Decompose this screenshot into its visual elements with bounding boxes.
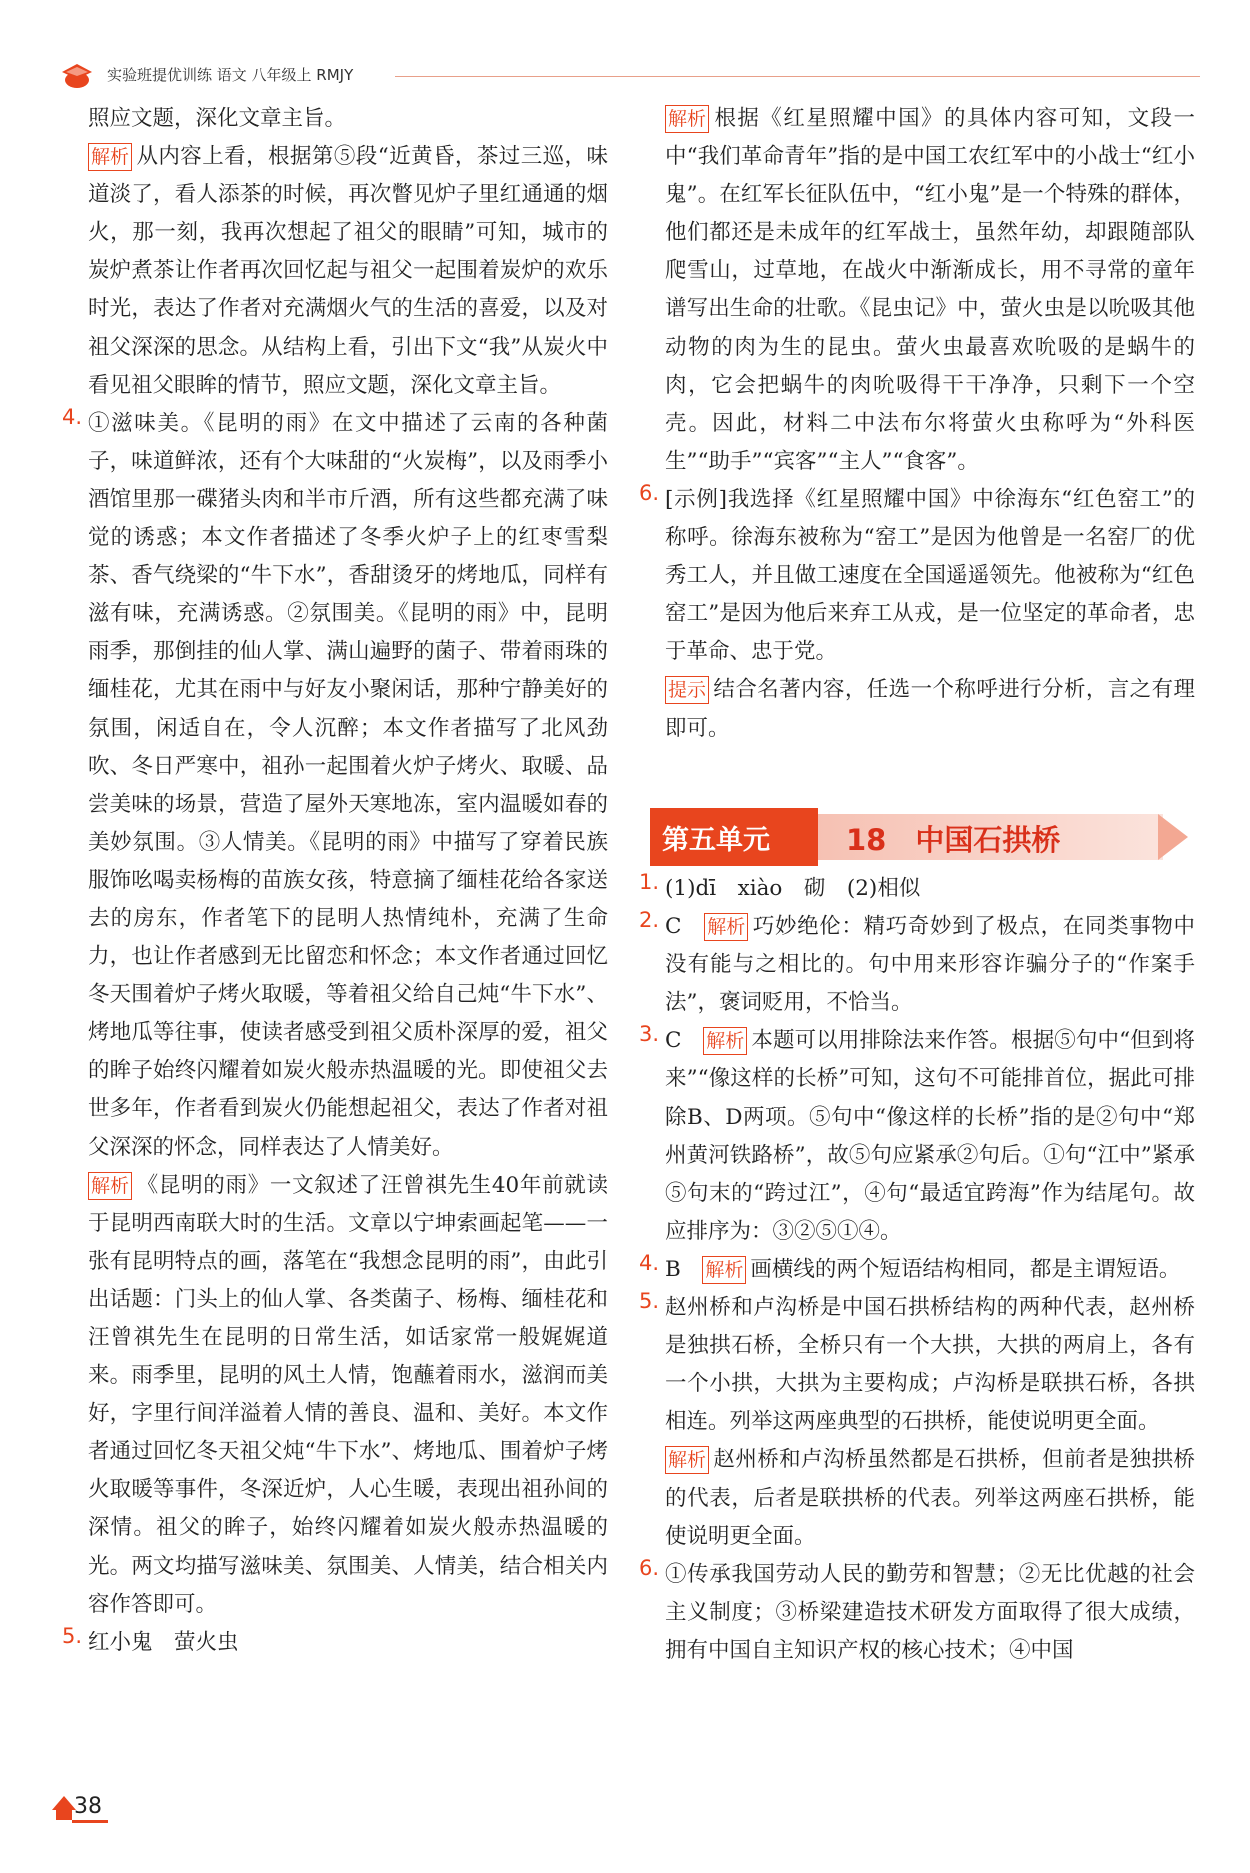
answer-text: 赵州桥和卢沟桥是中国石拱桥结构的两种代表，赵州桥是独拱石桥，全桥只有一个大拱，大拱的两肩上，各有一个小拱，大拱为主要构成；卢沟桥是联拱石桥，各拱相连。列举这两座典型的石拱桥，能使说明更全面。 bbox=[665, 1295, 1195, 1435]
page-number-underline bbox=[72, 1820, 108, 1823]
analysis-tag: 解析 bbox=[665, 105, 709, 133]
analysis-paragraph bbox=[88, 138, 608, 405]
item-number: 2. bbox=[639, 908, 660, 933]
graduation-cap-icon bbox=[60, 60, 94, 90]
analysis-text: 从内容上看，根据第⑤段“近黄昏，茶过三巡，味道淡了，看人添茶的时候，再次瞥见炉子里红通通的烟火，那一刻，我再次想起了祖父的眼睛”可知，城市的炭炉煮茶让作者再次回忆起与祖父一起围着炭炉的欢乐时光，表达了作者对充满烟火气的生活的喜爱，以及对祖父深深的思念。从结构上看，引出下文“我”从炭火中看见祖父眼眸的情节，照应文题，深化文章主旨。 bbox=[88, 144, 608, 398]
analysis-text: 画横线的两个短语结构相同，都是主谓短语。 bbox=[750, 1256, 1181, 1282]
hint-tag: 提示 bbox=[665, 676, 709, 704]
answer-item-4 bbox=[62, 404, 608, 1167]
analysis-tag: 解析 bbox=[703, 1027, 747, 1055]
analysis-text: 巧妙绝伦：精巧奇妙到了极点，在同类事物中没有能与之相比的。句中用来形容诈骗分子的“作案手法”，褒词贬用，不恰当。 bbox=[665, 914, 1195, 1016]
unit-label-box bbox=[650, 808, 818, 866]
answer-text bbox=[665, 1251, 1195, 1289]
unit-label: 第五单元 bbox=[662, 825, 770, 856]
analysis-tag: 解析 bbox=[88, 143, 132, 171]
answer-text bbox=[665, 908, 1195, 1022]
header-title: 实验班提优训练 语文 八年级上 RMJY bbox=[107, 66, 354, 84]
analysis-tag: 解析 bbox=[704, 913, 748, 941]
answer-text: ①传承我国劳动人民的勤劳和智慧；②无比优越的社会主义制度；③桥梁建造技术研发方面取得了很大成绩，拥有中国自主知识产权的核心技术；④中国 bbox=[665, 1561, 1195, 1663]
right-column-top bbox=[639, 100, 1195, 748]
right-column-bottom bbox=[639, 870, 1195, 1670]
paragraph: 照应文题，深化文章主旨。 bbox=[88, 106, 347, 131]
hint-text: 结合名著内容，任选一个称呼进行分析，言之有理即可。 bbox=[665, 677, 1195, 741]
answer-item-5b bbox=[639, 1289, 1195, 1441]
answer-choice: B bbox=[665, 1256, 681, 1282]
page-number-text: 38 bbox=[74, 1794, 102, 1819]
item-number: 6. bbox=[639, 1555, 660, 1580]
header-rule bbox=[395, 76, 1200, 77]
page-header bbox=[50, 56, 1200, 96]
hint-paragraph bbox=[665, 671, 1195, 747]
item-number: 4. bbox=[62, 404, 83, 429]
lesson-title: 18 中国石拱桥 bbox=[846, 823, 1061, 857]
analysis-paragraph bbox=[665, 1441, 1195, 1555]
analysis-tag: 解析 bbox=[88, 1172, 132, 1200]
item-number: 3. bbox=[639, 1022, 660, 1047]
answer-choice: C bbox=[665, 914, 682, 940]
item-number: 6. bbox=[639, 480, 660, 505]
answer-item-2 bbox=[639, 908, 1195, 1022]
unit-banner bbox=[650, 808, 1195, 866]
page-number bbox=[50, 1790, 110, 1824]
analysis-paragraph bbox=[665, 100, 1195, 481]
page-marker-icon-base bbox=[56, 1810, 72, 1820]
analysis-paragraph bbox=[88, 1167, 608, 1624]
answer-item-3 bbox=[639, 1022, 1195, 1251]
analysis-text: 《昆明的雨》一文叙述了汪曾祺先生40年前就读于昆明西南联大时的生活。文章以宁坤索画起笔——一张有昆明特点的画，落笔在“我想念昆明的雨”，由此引出话题：门头上的仙人掌、各类菌子、杨梅、缅桂花和汪曾祺先生在昆明的日常生活，如话家常一般娓娓道来。雨季里，昆明的风土人情，饱蘸着雨水，滋润而美好，字里行间洋溢着人情的善良、温和、美好。本文作者通过回忆冬天祖父炖“牛下水”、烤地瓜、围着炉子烤火取暖等事件，冬深近炉，人心生暖，表现出祖孙间的深情。祖父的眸子，始终闪耀着如炭火般赤热温暖的光。两文均描写滋味美、氛围美、人情美，结合相关内容作答即可。 bbox=[88, 1172, 608, 1617]
analysis-text: 根据《红星照耀中国》的具体内容可知，文段一中“我们革命青年”指的是中国工农红军中的小战士“红小鬼”。在红军长征队伍中，“红小鬼”是一个特殊的群体，他们都还是未成年的红军战士，虽然年幼，却跟随部队爬雪山，过草地，在战火中渐渐成长，用不寻常的童年谱写出生命的壮歌。《昆虫记》中，萤火虫是以吮吸其他动物的肉为生的昆虫。萤火虫最喜欢吮吸的是蜗牛的肉，它会把蜗牛的肉吮吸得干干净净，只剩下一个空壳。因此，材料二中法布尔将萤火虫称呼为“外科医生”“助手”“宾客”“主人”“食客”。 bbox=[665, 106, 1195, 474]
analysis-text: 本题可以用排除法来作答。根据⑤句中“但到将来”“像这样的长桥”可知，这句不可能排首位，据此可排除B、D两项。⑤句中“像这样的长桥”指的是②句中“郑州黄河铁路桥”，故⑤句应紧承②句后。①句“江中”紧承⑤句末的“跨过江”，④句“最适宜跨海”作为结尾句。故应排序为：③②⑤①④。 bbox=[665, 1028, 1195, 1244]
answer-item-6b bbox=[639, 1555, 1195, 1670]
lesson-title-box bbox=[818, 814, 1163, 860]
answer-text: 红小鬼 萤火虫 bbox=[88, 1629, 239, 1655]
answer-text: [示例]我选择《红星照耀中国》中徐海东“红色窑工”的称呼。徐海东被称为“窑工”是因为他曾是一名窑厂的优秀工人，并且做工速度在全国遥遥领先。他被称为“红色窑工”是因为他后来弃工从戎，是一位坚定的革命者，忠于革命、忠于党。 bbox=[665, 486, 1195, 665]
answer-text: (1)dī xiào 砌 (2)相似 bbox=[665, 876, 921, 901]
answer-text: ①滋味美。《昆明的雨》在文中描述了云南的各种菌子，味道鲜浓，还有个大味甜的“火炭梅”，以及雨季小酒馆里那一碟猪头肉和半市斤酒，所有这些都充满了味觉的诱惑；本文作者描述了冬季火炉子上的红枣雪梨茶、香气绕梁的“牛下水”，香甜烫牙的烤地瓜，同样有滋有味，充满诱惑。②氛围美。《昆明的雨》中，昆明雨季，那倒挂的仙人掌、满山遍野的菌子、带着雨珠的缅桂花，尤其在雨中与好友小聚闲话，那种宁静美好的氛围，闲适自在，令人沉醉；本文作者描写了北风劲吹、冬日严寒中，祖孙一起围着火炉子烤火、取暖、品尝美味的场景，营造了屋外天寒地冻，室内温暖如春的美妙氛围。③人情美。《昆明的雨》中描写了穿着民族服饰吆喝卖杨梅的苗族女孩，特意摘了缅桂花给各家送去的房东，作者笔下的昆明人热情纯朴，充满了生命力，也让作者感到无比留恋和怀念；本文作者通过回忆冬天围着炉子烤火取暖，等着祖父给自己炖“牛下水”、烤地瓜等往事，使读者感受到祖父质朴深厚的爱，祖父的眸子始终闪耀着如炭火般赤热温暖的光。即使祖父去世多年，作者看到炭火仍能想起祖父，表达了作者对祖父深深的怀念，同样表达了人情美好。 bbox=[88, 410, 608, 1160]
banner-arrow-icon bbox=[1158, 814, 1188, 860]
analysis-text: 赵州桥和卢沟桥虽然都是石拱桥，但前者是独拱桥的代表，后者是联拱桥的代表。列举这两座石拱桥，能使说明更全面。 bbox=[665, 1447, 1195, 1549]
answer-item-6 bbox=[639, 480, 1195, 671]
left-column bbox=[62, 100, 608, 1662]
analysis-tag: 解析 bbox=[665, 1446, 709, 1474]
answer-item-4b bbox=[639, 1250, 1195, 1289]
item-number: 1. bbox=[639, 870, 660, 894]
answer-item-5 bbox=[62, 1623, 608, 1662]
page-marker-icon bbox=[52, 1796, 76, 1810]
item-number: 5. bbox=[639, 1289, 660, 1314]
item-number: 4. bbox=[639, 1250, 660, 1275]
answer-item-1 bbox=[639, 870, 1195, 908]
analysis-tag: 解析 bbox=[702, 1256, 746, 1284]
item-number: 5. bbox=[62, 1623, 83, 1648]
answer-choice: C bbox=[665, 1028, 682, 1054]
answer-text bbox=[665, 1022, 1195, 1251]
